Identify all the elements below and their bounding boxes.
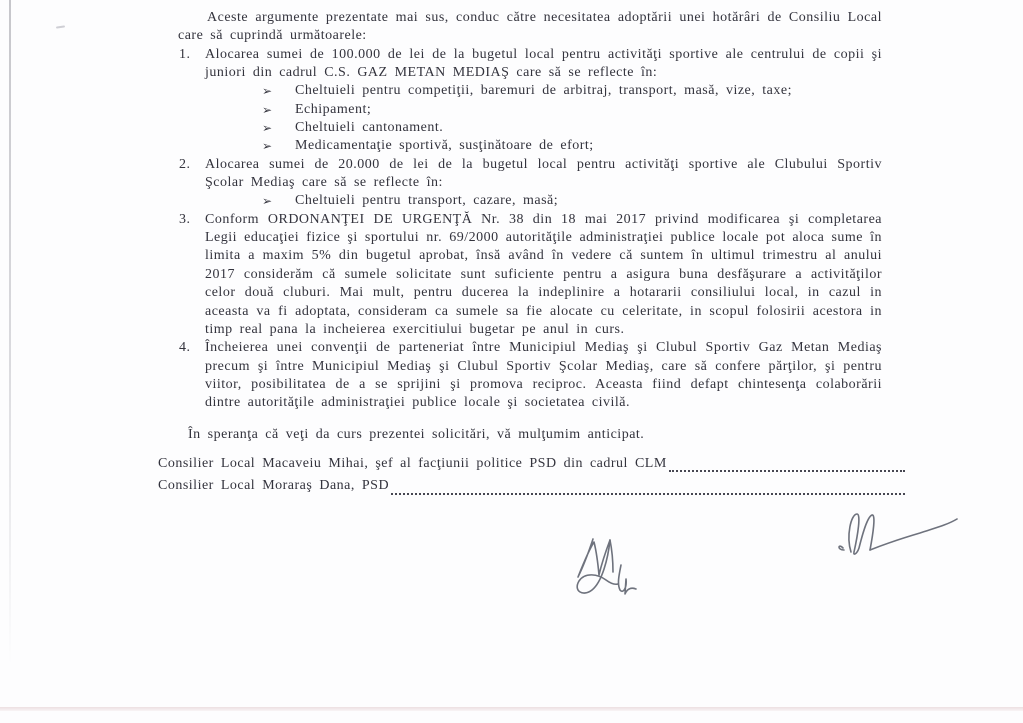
scan-speck-artifact: [56, 25, 65, 28]
document-body: [158, 9, 882, 498]
bullet-list: [205, 192, 882, 210]
bullet-item: [205, 137, 882, 155]
scan-edge-artifact: [9, 0, 11, 665]
signature-block: [158, 453, 905, 498]
item-number: 3.: [179, 211, 191, 227]
arrow-bullet-icon: ➢: [262, 84, 273, 99]
numbered-item-3: [178, 211, 882, 339]
bullet-item: [205, 101, 882, 119]
bullet-text: Cheltuieli pentru competiţii, baremuri de arbitraj, transport, masă, vize, taxe;: [295, 83, 792, 99]
item-text: Conform ORDONANŢEI DE URGENŢĂ Nr. 38 din 18 mai 2017 privind modificarea şi completarea Legii educaţiei fizice şi sportului nr. 69/2000 autorităţile administraţiei publice locale pot aloca sume în limita a maxim 5% din bugetul aprobat, însă având în vedere că suntem în ultimul trimestru al anului 2017 considerăm că sumele solicitate sunt suficiente pentru a asigura buna desfăşurare a activităţilor celor două cluburi. Mai mult, pentru ducerea la indeplinire a hotararii consiliului local, in cazul in aceasta va fi adoptata, consideram ca sumele sa fie alocate cu celeritate, in scopul folosirii acestora in timp real pana la incheierea exercitiului bugetar pe anul in curs.: [205, 211, 882, 337]
bullet-text: Cheltuieli cantonament.: [295, 120, 444, 136]
item-text: Alocarea sumei de 100.000 de lei de la bugetul local pentru activităţi sportive ale centrului de copii şi juniori din cadrul C.S. GAZ METAN MEDIAŞ care să se reflecte în:: [205, 46, 882, 81]
bullet-text: Echipament;: [295, 101, 372, 117]
item-number: 1.: [179, 46, 191, 62]
handwritten-signature-middle: [563, 531, 655, 595]
signature-line-2: [158, 475, 905, 497]
arrow-bullet-icon: ➢: [262, 139, 273, 154]
item-number: 2.: [179, 156, 191, 172]
scan-bottom-edge-artifact: [0, 707, 1023, 711]
bullet-list: [205, 82, 882, 155]
handwritten-signature-right: [833, 502, 965, 560]
dotted-leader: [669, 470, 905, 472]
dotted-leader: [391, 493, 905, 495]
bullet-item: [205, 82, 882, 100]
signature-line-1: [158, 453, 905, 475]
bullet-text: Medicamentaţie sportivă, susţinătoare de efort;: [295, 138, 594, 154]
item-text: Alocarea sumei de 20.000 de lei de la bugetul local pentru activităţi sportive ale Clubului Sportiv Şcolar Mediaş care să se reflecte în:: [205, 156, 882, 191]
bullet-item: [205, 192, 882, 210]
arrow-bullet-icon: ➢: [262, 102, 273, 117]
numbered-item-1: [178, 46, 882, 156]
bullet-item: [205, 119, 882, 137]
closing-paragraph: În speranţa că veţi da curs prezentei solicitări, vă mulţumim anticipat.: [188, 426, 645, 442]
item-number: 4.: [179, 340, 191, 356]
numbered-item-2: [178, 156, 882, 211]
item-text: Încheierea unei convenţii de parteneriat între Municipiul Mediaş şi Clubul Sportiv Gaz Metan Mediaş precum şi între Municipiul Mediaş şi Clubul Sportiv Şcolar Mediaş, care să confere părţilor, şi pentru viitor, posibilitatea de a se sprijini şi promova reciproc. Aceasta fiind defapt chintesenţa colaborării dintre autorităţile administraţiei publice locale şi societatea civilă.: [205, 340, 882, 411]
signatory-text: Consilier Local Macaveiu Mihai, şef al facţiunii politice PSD din cadrul CLM: [158, 455, 667, 471]
arrow-bullet-icon: ➢: [262, 194, 273, 209]
signatory-text: Consilier Local Moraraş Dana, PSD: [158, 478, 390, 494]
bullet-text: Cheltuieli pentru transport, cazare, masă;: [295, 193, 559, 209]
intro-paragraph: Aceste argumente prezentate mai sus, conduc către necesitatea adoptării unei hotărâri de Consiliu Local care să cuprindă următoarele:: [178, 10, 882, 44]
arrow-bullet-icon: ➢: [262, 121, 273, 136]
numbered-item-4: [178, 339, 882, 412]
